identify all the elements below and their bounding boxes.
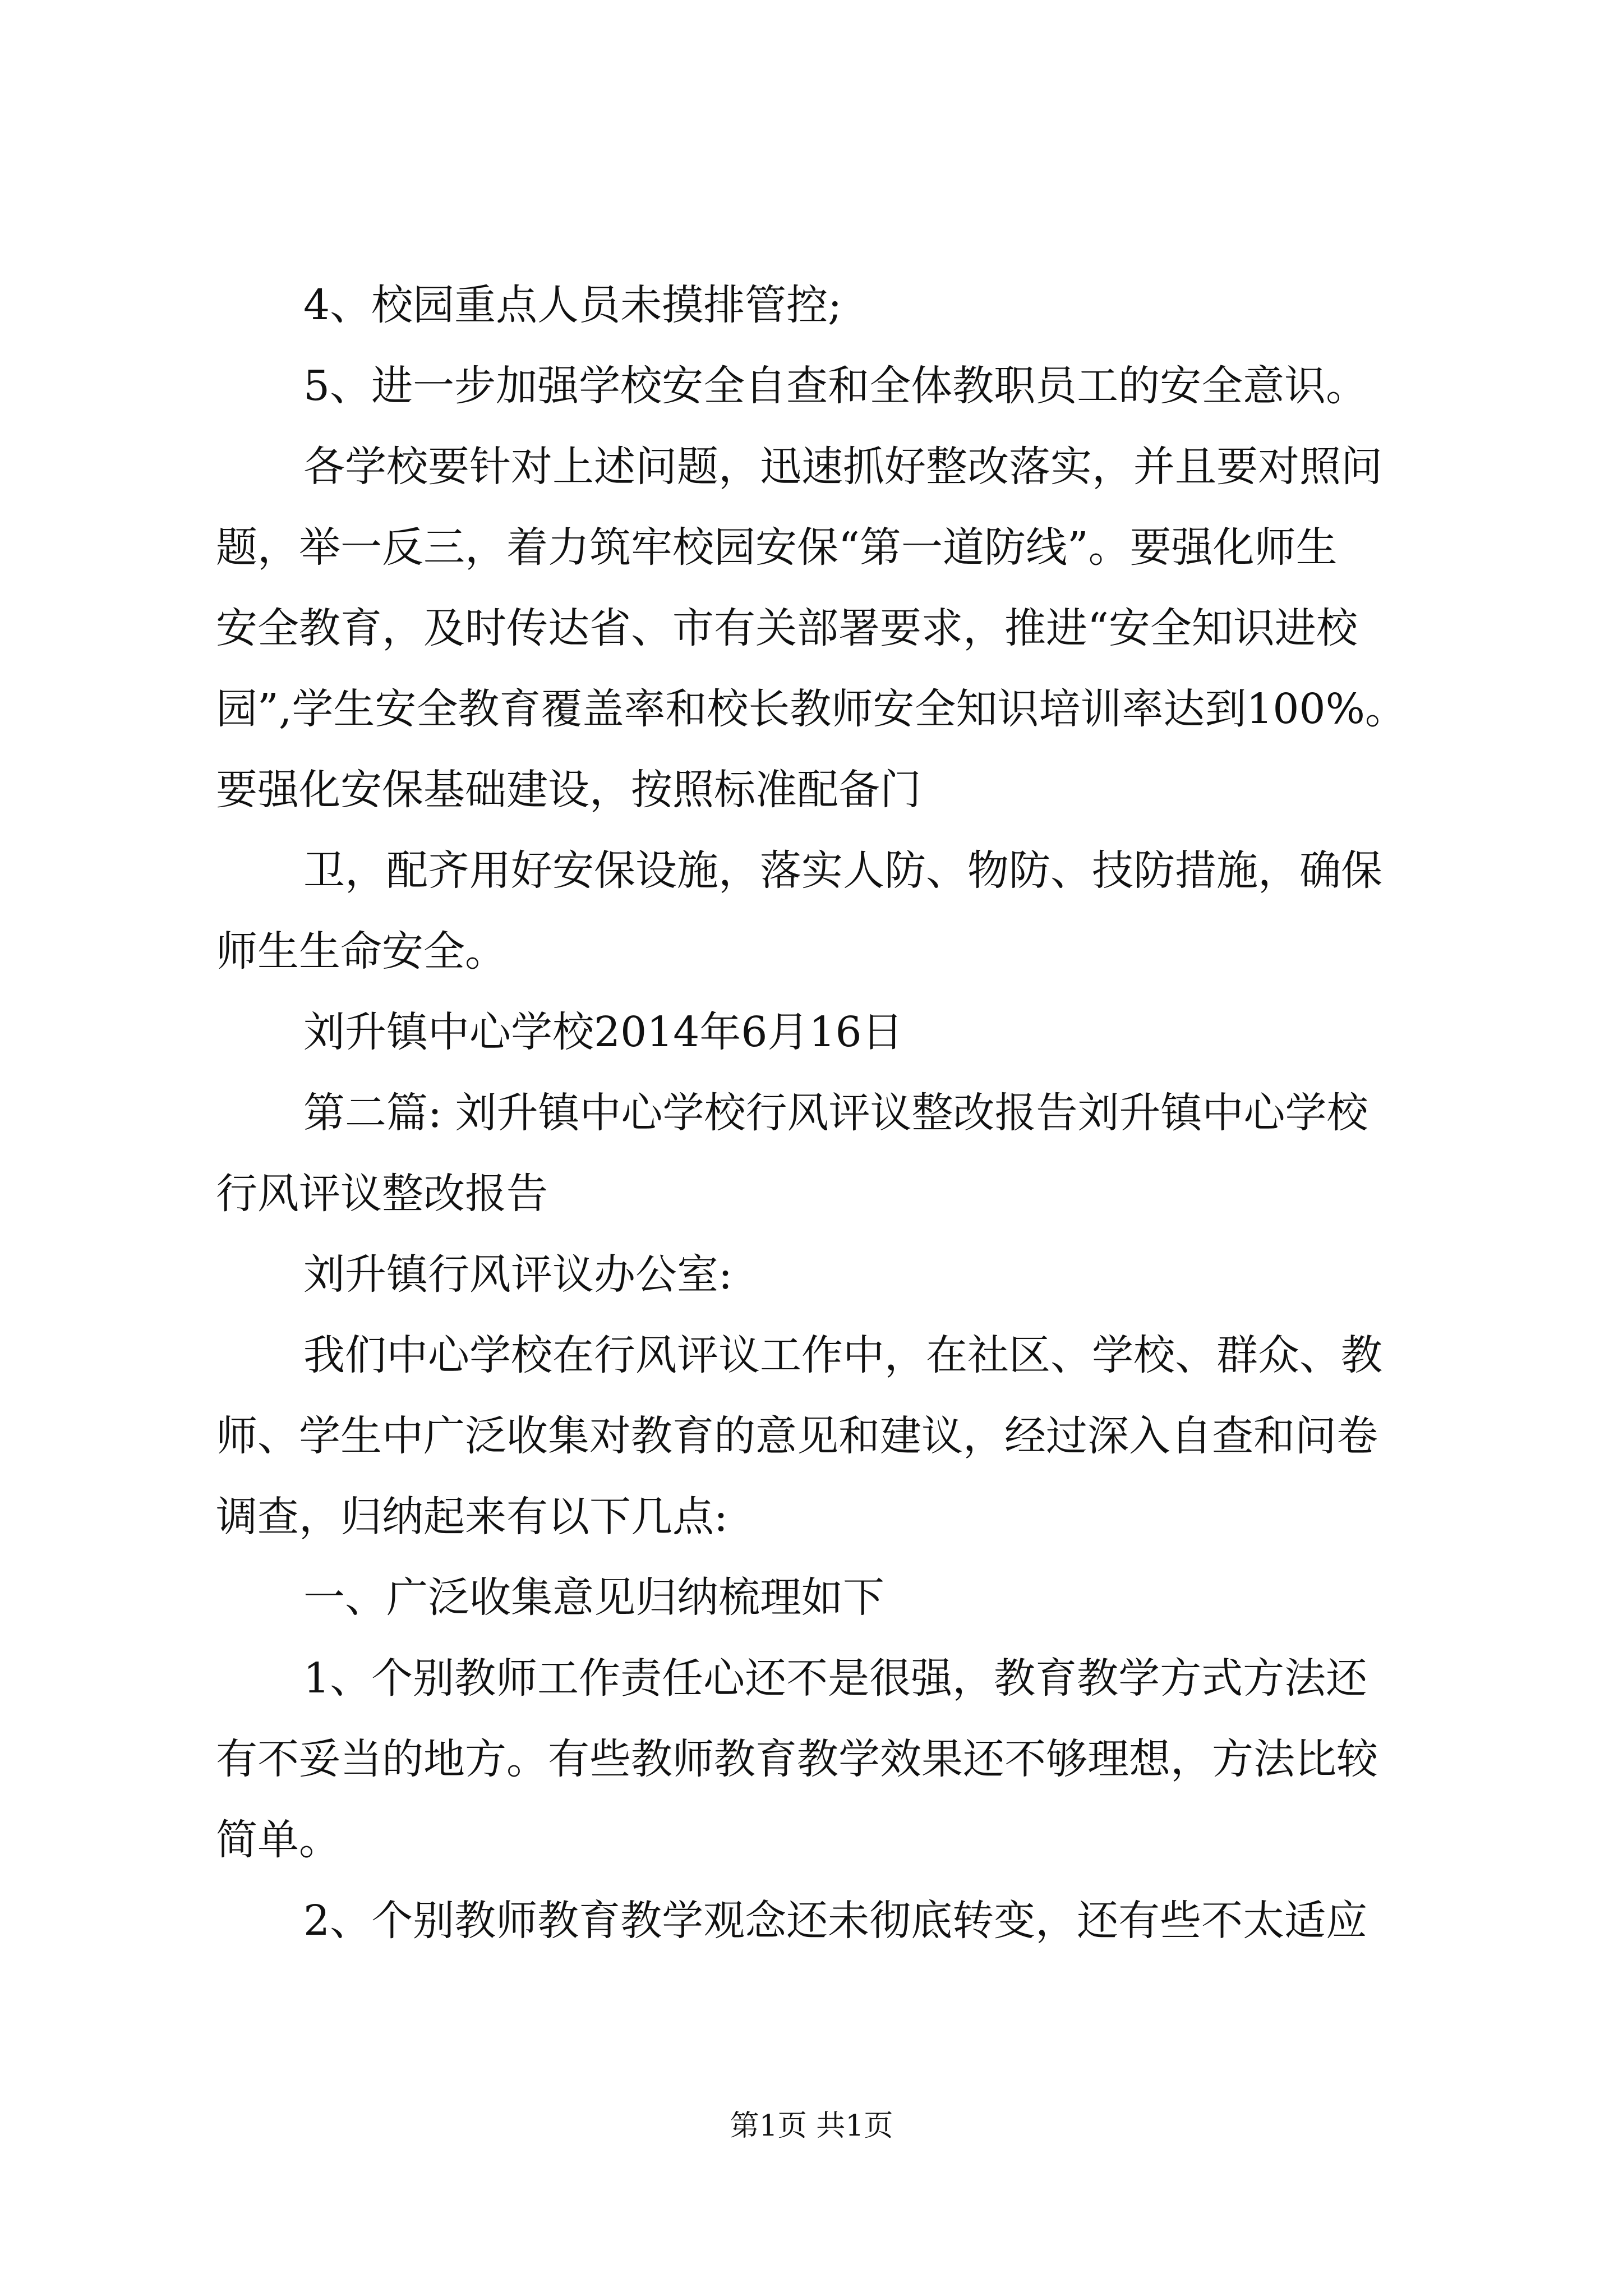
- text-line: 2、个别教师教育教学观念还未彻底转变，还有些不太适应: [303, 1897, 1368, 1945]
- text-line: 师生生命安全。: [216, 927, 506, 976]
- text-line: 1、个别教师工作责任心还不是很强，教育教学方式方法还: [303, 1654, 1368, 1703]
- text-line: 4、校园重点人员未摸排管控;: [303, 281, 842, 329]
- text-line: 我们中心学校在行风评议工作中，在社区、学校、群众、教: [303, 1331, 1382, 1379]
- text-line: 要强化安保基础建设，按照标准配备门: [216, 766, 921, 814]
- text-line: 各学校要针对上述问题，迅速抓好整改落实，并且要对照问: [303, 443, 1382, 491]
- text-line: 题，举一反三，着力筑牢校园安保“第一道防线”。要强化师生: [216, 523, 1338, 572]
- text-line: 调查，归纳起来有以下几点:: [216, 1493, 728, 1541]
- text-line: 行风评议整改报告: [216, 1170, 548, 1218]
- text-line: 简单。: [216, 1816, 340, 1864]
- text-line: 有不妥当的地方。有些教师教育教学效果还不够理想，方法比较: [216, 1735, 1378, 1783]
- text-line: 师、学生中广泛收集对教育的意见和建议，经过深入自查和问卷: [216, 1412, 1378, 1460]
- text-line: 一、广泛收集意见归纳梳理如下: [303, 1573, 884, 1622]
- document-body: [216, 265, 1444, 1961]
- text-line: 园”,学生安全教育覆盖率和校长教师安全知识培训率达到100%。: [216, 685, 1407, 733]
- text-line: 第二篇: 刘升镇中心学校行风评议整改报告刘升镇中心学校: [303, 1089, 1368, 1137]
- text-line: 5、进一步加强学校安全自查和全体教职员工的安全意识。: [303, 362, 1368, 410]
- text-line: 安全教育，及时传达省、市有关部署要求，推进“安全知识进校: [216, 604, 1358, 652]
- text-line: 卫，配齐用好安保设施，落实人防、物防、技防措施，确保: [303, 846, 1382, 895]
- text-line: 刘升镇行风评议办公室:: [303, 1250, 732, 1299]
- text-line: 刘升镇中心学校2014年6月16日: [303, 1008, 903, 1056]
- page-footer: 第1页 共1页: [730, 2109, 893, 2143]
